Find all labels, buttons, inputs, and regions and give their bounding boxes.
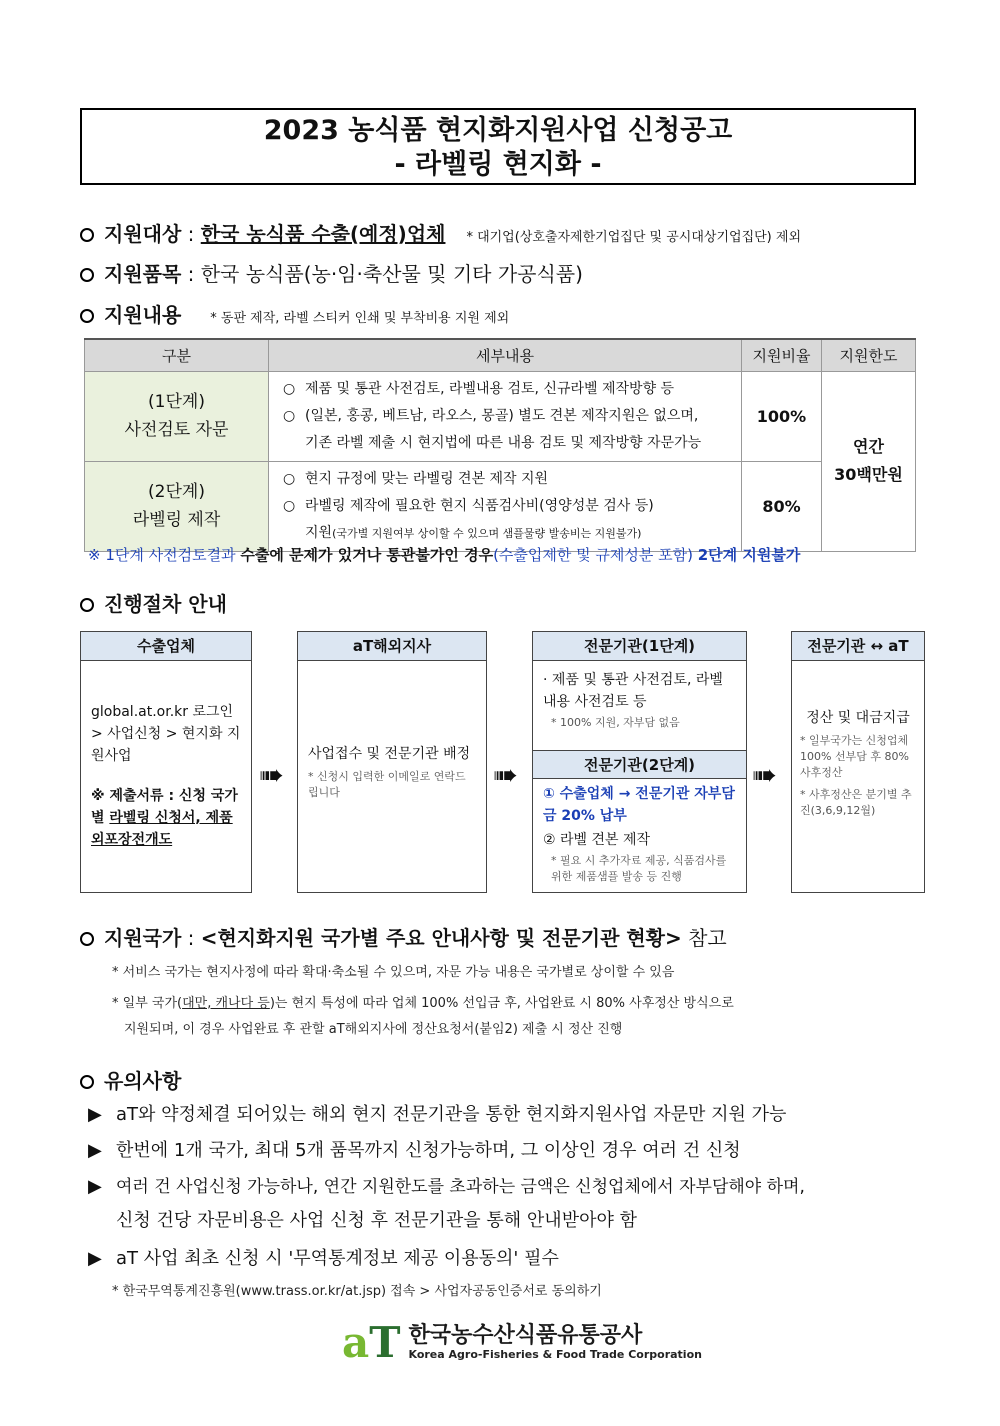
triangle-bullet-icon: ▶ xyxy=(88,1248,102,1269)
process-label: 진행절차 안내 xyxy=(104,592,227,616)
title-box xyxy=(80,108,916,185)
rate-cell: 100% xyxy=(742,371,822,461)
table-header: 지원한도 xyxy=(822,339,916,371)
flow-note: * 필요 시 추가자료 제공, 식품검사를 위한 제품샘플 발송 등 진행 xyxy=(551,854,727,883)
table-header: 지원비율 xyxy=(742,339,822,371)
flow-box-head: 전문기관 ↔ aT xyxy=(792,632,924,661)
flow-text: global.at.or.kr 로그인 > 사업신청 > 현지화 지원사업 xyxy=(91,704,241,764)
logo-english-name: Korea Agro-Fisheries & Food Trade Corporation xyxy=(408,1348,702,1361)
flow-box-exporter xyxy=(80,631,252,893)
stage-num: (2단계) xyxy=(148,482,205,502)
flow-arrow-icon: ➠ xyxy=(493,758,519,793)
target-value: 한국 농식품 수출(예정)업체 xyxy=(200,222,446,246)
logo-mark-t: T xyxy=(369,1318,401,1367)
list-bullet: ○ xyxy=(283,497,296,514)
support-table xyxy=(84,338,916,552)
detail-cell xyxy=(269,461,742,551)
target-row xyxy=(80,218,801,247)
circle-bullet-icon xyxy=(80,268,94,282)
country-sep: : xyxy=(181,926,201,950)
table-header-row xyxy=(85,339,916,371)
flow-text: 사업접수 및 전문기관 배정 xyxy=(308,746,471,762)
country-tail: 참고 xyxy=(681,926,727,950)
list-item xyxy=(88,1100,786,1126)
caution-text: 한번에 1개 국가, 최대 5개 품목까지 신청가능하며, 그 이상인 경우 여러 건 신청 xyxy=(116,1140,741,1161)
flow-text: · 제품 및 통관 사전검토, 라벨내용 사전검토 등 xyxy=(543,672,723,710)
caution-note: * 한국무역통계진흥원(www.trass.or.kr/at.jsp) 접속 > 사업자공동인증서로 동의하기 xyxy=(112,1284,602,1299)
list-bullet: ○ xyxy=(283,407,296,424)
flow-note: * 일부국가는 신청업체 100% 선부담 후 80% 사후정산 xyxy=(800,734,909,779)
caution-text: aT와 약정체결 되어있는 해외 현지 전문기관을 통한 현지화지원사업 자문만 지원 가능 xyxy=(116,1104,787,1125)
detail-note: (국가별 지원여부 상이할 수 있으며 샘플물량 발송비는 지원불가) xyxy=(332,526,642,540)
detail-text: 지원 xyxy=(305,524,333,541)
circle-bullet-icon xyxy=(80,932,94,946)
table-header: 세부내용 xyxy=(269,339,742,371)
circle-bullet-icon xyxy=(80,598,94,612)
triangle-bullet-icon: ▶ xyxy=(88,1104,102,1125)
flow-box-head: 전문기관(1단계) xyxy=(533,632,746,661)
target-label: 지원대상 xyxy=(104,222,182,246)
stage-num: (1단계) xyxy=(148,392,205,412)
caution-text: 신청 건당 자문비용은 사업 신청 후 전문기관을 통해 안내받아야 함 xyxy=(116,1210,637,1231)
detail-cell xyxy=(269,371,742,461)
circle-bullet-icon xyxy=(80,1075,94,1089)
warn-text: ※ 1단계 사전검토결과 xyxy=(88,546,241,564)
warn-emph: 수출에 문제가 있거나 통관불가인 경우 xyxy=(240,546,494,564)
flow-note: * 사후정산은 분기별 추진(3,6,9,12월) xyxy=(800,788,912,817)
flow-note: * 100% 지원, 자부담 없음 xyxy=(551,716,680,729)
table-row xyxy=(85,461,916,551)
list-bullet: ○ xyxy=(283,380,296,397)
country-note-text: 대만, 캐나다 등 xyxy=(182,996,270,1011)
warn-text: (수출입제한 및 규제성분 포함) xyxy=(493,546,698,564)
circle-bullet-icon xyxy=(80,309,94,323)
title-line1: 2023 농식품 현지화지원사업 신청공고 xyxy=(263,115,733,146)
country-value: <현지화지원 국가별 주요 안내사항 및 전문기관 현황> xyxy=(200,926,682,950)
process-row xyxy=(80,588,227,617)
at-logo xyxy=(342,1318,702,1367)
flow-note: * 신청시 입력한 이메일로 연락드립니다 xyxy=(308,770,466,799)
warning-note xyxy=(88,544,800,565)
limit-line2: 30백만원 xyxy=(834,465,903,484)
limit-line1: 연간 xyxy=(853,437,884,456)
detail-text: 라벨링 제작에 필요한 현지 식품검사비(영양성분 검사 등) xyxy=(305,497,654,514)
country-note xyxy=(112,992,734,1011)
logo-mark-a: a xyxy=(342,1318,370,1367)
list-item xyxy=(88,1244,559,1270)
circle-bullet-icon xyxy=(80,228,94,242)
country-note-text: * 일부 국가( xyxy=(112,996,183,1011)
country-note: * 서비스 국가는 현지사정에 따라 확대·축소될 수 있으며, 자문 가능 내용은 국가별로 상이할 수 있음 xyxy=(112,965,675,980)
content-note: * 동판 제작, 라벨 스티커 인쇄 및 부착비용 지원 제외 xyxy=(210,311,510,326)
at-logo-icon xyxy=(342,1318,401,1367)
warn-emph: 2단계 지원불가 xyxy=(697,546,801,564)
country-label: 지원국가 xyxy=(104,926,182,950)
items-value: 한국 농식품(농·임·축산물 및 기타 가공식품) xyxy=(200,262,583,286)
detail-text: 제품 및 통관 사전검토, 라벨내용 검토, 신규라벨 제작방향 등 xyxy=(305,380,675,397)
flow-box-head: 전문기관(2단계) xyxy=(533,750,746,779)
stage-name: 사전검토 자문 xyxy=(124,420,229,440)
flow-box-branch xyxy=(297,631,487,893)
limit-cell xyxy=(822,371,916,551)
caution-text: aT 사업 최초 신청 시 '무역통계정보 제공 이용동의' 필수 xyxy=(116,1248,559,1269)
list-bullet: ○ xyxy=(283,470,296,487)
rate-cell: 80% xyxy=(742,461,822,551)
detail-text: (일본, 홍콩, 베트남, 라오스, 몽골) 별도 견본 제작지원은 없으며, xyxy=(305,407,699,424)
stage-cell xyxy=(85,461,269,551)
country-note: 지원되며, 이 경우 사업완료 후 관할 aT해외지사에 정산요청서(붙임2) 제출 시 정산 진행 xyxy=(124,1022,623,1037)
content-label: 지원내용 xyxy=(104,303,182,327)
items-sep: : xyxy=(181,262,201,286)
caution-text: 여러 건 사업신청 가능하나, 연간 지원한도를 초과하는 금액은 신청업체에서 자부담해야 하며, xyxy=(116,1177,805,1197)
flow-box-settlement xyxy=(791,631,925,893)
items-label: 지원품목 xyxy=(104,262,182,286)
title-line2: - 라벨링 현지화 - xyxy=(394,149,602,180)
detail-text: 기존 라벨 제출 시 현지법에 따른 내용 검토 및 제작방향 자문가능 xyxy=(305,434,702,451)
items-row xyxy=(80,258,583,287)
stage-name: 라벨링 제작 xyxy=(132,510,221,530)
flow-text: ① 수출업체 → 전문기관 자부담금 20% 납부 xyxy=(543,786,735,824)
logo-korean-name: 한국농수산식품유통공사 xyxy=(408,1323,643,1348)
flow-text: ※ 제출서류 : 신청 국가별 xyxy=(91,788,238,826)
table-row xyxy=(85,371,916,461)
target-sep: : xyxy=(181,222,201,246)
content-row xyxy=(80,299,509,328)
flow-box-agency xyxy=(532,631,747,893)
flow-arrow-icon: ➠ xyxy=(752,758,778,793)
flow-text: 라벨링 신청서, 제품 외포장전개도 xyxy=(91,810,233,848)
list-item xyxy=(88,1172,805,1197)
country-row xyxy=(80,922,727,951)
stage-cell xyxy=(85,371,269,461)
list-item xyxy=(88,1136,741,1162)
triangle-bullet-icon: ▶ xyxy=(88,1140,102,1161)
country-note-text: )는 현지 특성에 따라 업체 100% 선입금 후, 사업완료 시 80% 사후정산 방식으로 xyxy=(269,996,734,1011)
flow-text: 정산 및 대금지급 xyxy=(806,710,910,726)
detail-text: 현지 규정에 맞는 라벨링 견본 제작 지원 xyxy=(305,470,549,487)
table-header: 구분 xyxy=(85,339,269,371)
flow-box-head: 수출업체 xyxy=(81,632,251,661)
flow-text: ② 라벨 견본 제작 xyxy=(543,832,651,848)
flow-arrow-icon: ➠ xyxy=(259,758,285,793)
target-note: * 대기업(상호출자제한기업집단 및 공시대상기업집단) 제외 xyxy=(466,230,802,245)
caution-row xyxy=(80,1065,181,1094)
caution-label: 유의사항 xyxy=(104,1069,182,1093)
flow-box-head: aT해외지사 xyxy=(298,632,486,661)
triangle-bullet-icon: ▶ xyxy=(88,1176,102,1197)
